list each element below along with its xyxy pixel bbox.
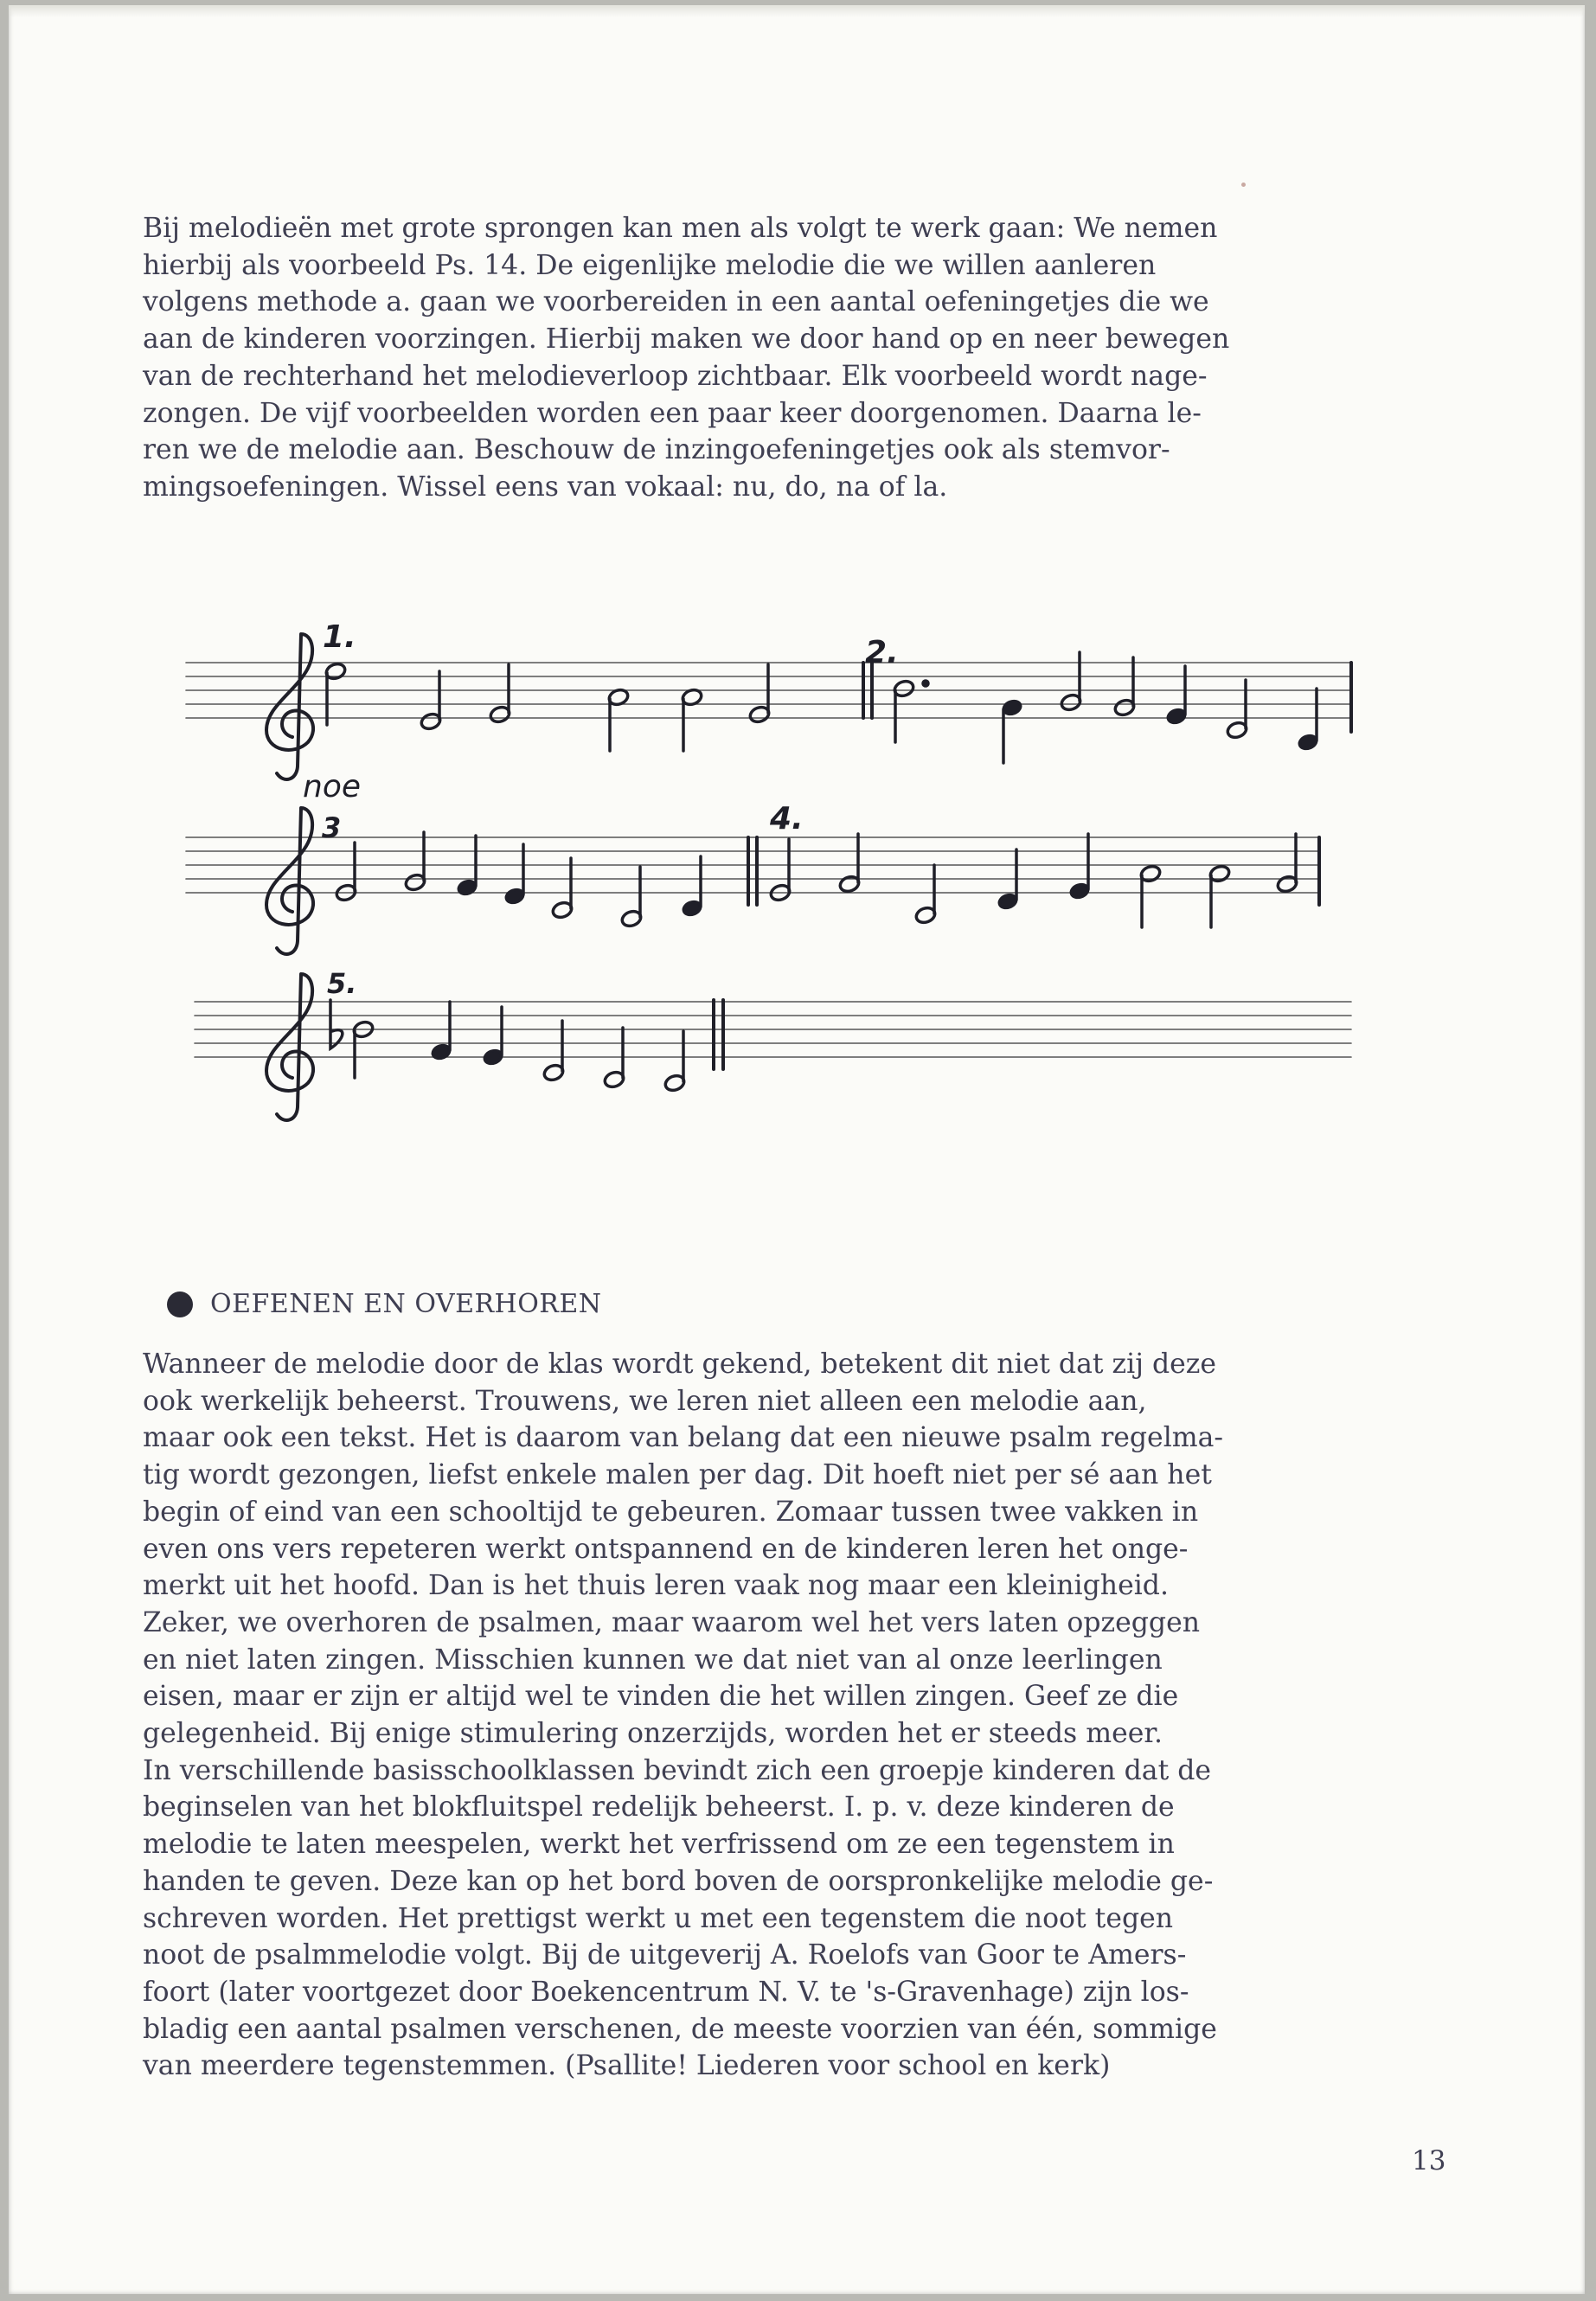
exercise-3-notes xyxy=(335,832,702,928)
syllable-label: noe xyxy=(303,769,361,804)
treble-clef-icon xyxy=(266,634,313,779)
exercise-label-4: 4. xyxy=(770,801,804,836)
exercise-label-5: 5. xyxy=(327,967,357,1000)
intro-paragraph: Bij melodieën met grote sprongen kan men als volgt te werk gaan: We nemen hierbij als voorbeeld Ps. 14. De eigenlijke melodie die we willen aanleren volgens methode a. gaan we voorbereiden in een aantal oefeningetjes die we aan de kinderen voorzingen. Hierbij maken we door hand op en neer bewegen van de rechterhand het melodieverloop zichtbaar. Elk voorbeeld wordt nage- zongen. De vijf voorbeelden worden een paar keer doorgenomen. Daarna le- ren we de melodie aan. Beschouw de inzingoefeningetjes ook als stemvor- mingsoefeningen. Wissel eens van vokaal: nu, do, na of la. xyxy=(143,213,1230,503)
exercise-label-3: 3 xyxy=(322,811,342,844)
exercise-4-notes xyxy=(769,834,1319,927)
bullet-icon xyxy=(167,1292,193,1317)
flat-icon xyxy=(330,1000,343,1048)
music-notation-figure xyxy=(9,5,1585,1216)
exercise-label-1: 1. xyxy=(323,619,356,655)
section-heading xyxy=(167,1289,602,1319)
double-barline xyxy=(748,837,757,905)
body-paragraph: Wanneer de melodie door de klas wordt gekend, betekent dit niet dat zij deze ook werkelijk beheerst. Trouwens, we leren niet alleen een melodie aan, maar ook een tekst. Het is daarom van belang dat een nieuwe psalm regelma- tig wordt gezongen, liefst enkele malen per dag. Dit hoeft niet per sé aan het begin of eind van een schooltijd te gebeuren. Zomaar tussen twee vakken in even ons vers repeteren werkt ontspannend en de kinderen leren het onge- merkt uit het hoofd. Dan is het thuis leren vaak nog maar een kleinigheid. Zeker, we overhoren de psalmen, maar waarom wel het vers laten opzeggen en niet laten zingen. Misschien kunnen we dat niet van al onze leerlingen eisen, maar er zijn er altijd wel te vinden die het willen zingen. Geef ze die gelegenheid. Bij enige stimulering onzerzijds, worden het er steeds meer. In verschillende basisschoolklassen bevindt zich een groepje kinderen dat de beginselen van het blokfluitspel redelijk beheerst. I. p. v. deze kinderen de melodie te laten meespelen, werkt het verfrissend om ze een tegenstem in handen te geven. Deze kan op het bord boven de oorspronkelijke melodie ge- schreven worden. Het prettigst werkt u met een tegenstem die noot tegen noot de psalmmelodie volgt. Bij de uitgeverij A. Roelofs van Goor te Amers- foort (later voortgezet door Boekencentrum N. V. te 's-Gravenhage) zijn los- bladig een aantal psalmen verschenen, de meeste voorzien van één, sommige van meerdere tegenstemmen. (Psallite! Liederen voor school en kerk) xyxy=(143,1349,1224,2082)
section-heading-text: OEFENEN EN OVERHOREN xyxy=(210,1289,602,1319)
exercise-5-notes xyxy=(330,1000,686,1093)
end-double-barline xyxy=(714,1000,723,1069)
treble-clef-icon xyxy=(266,974,313,1120)
exercise-label-2: 2. xyxy=(865,635,899,670)
staff-3 xyxy=(195,1002,1351,1057)
exercise-2-notes xyxy=(893,652,1351,763)
treble-clef-icon xyxy=(266,808,313,954)
page-number: 13 xyxy=(1412,2145,1446,2176)
dot xyxy=(923,681,928,686)
book-page xyxy=(9,5,1585,2294)
exercise-1-notes xyxy=(324,662,771,751)
